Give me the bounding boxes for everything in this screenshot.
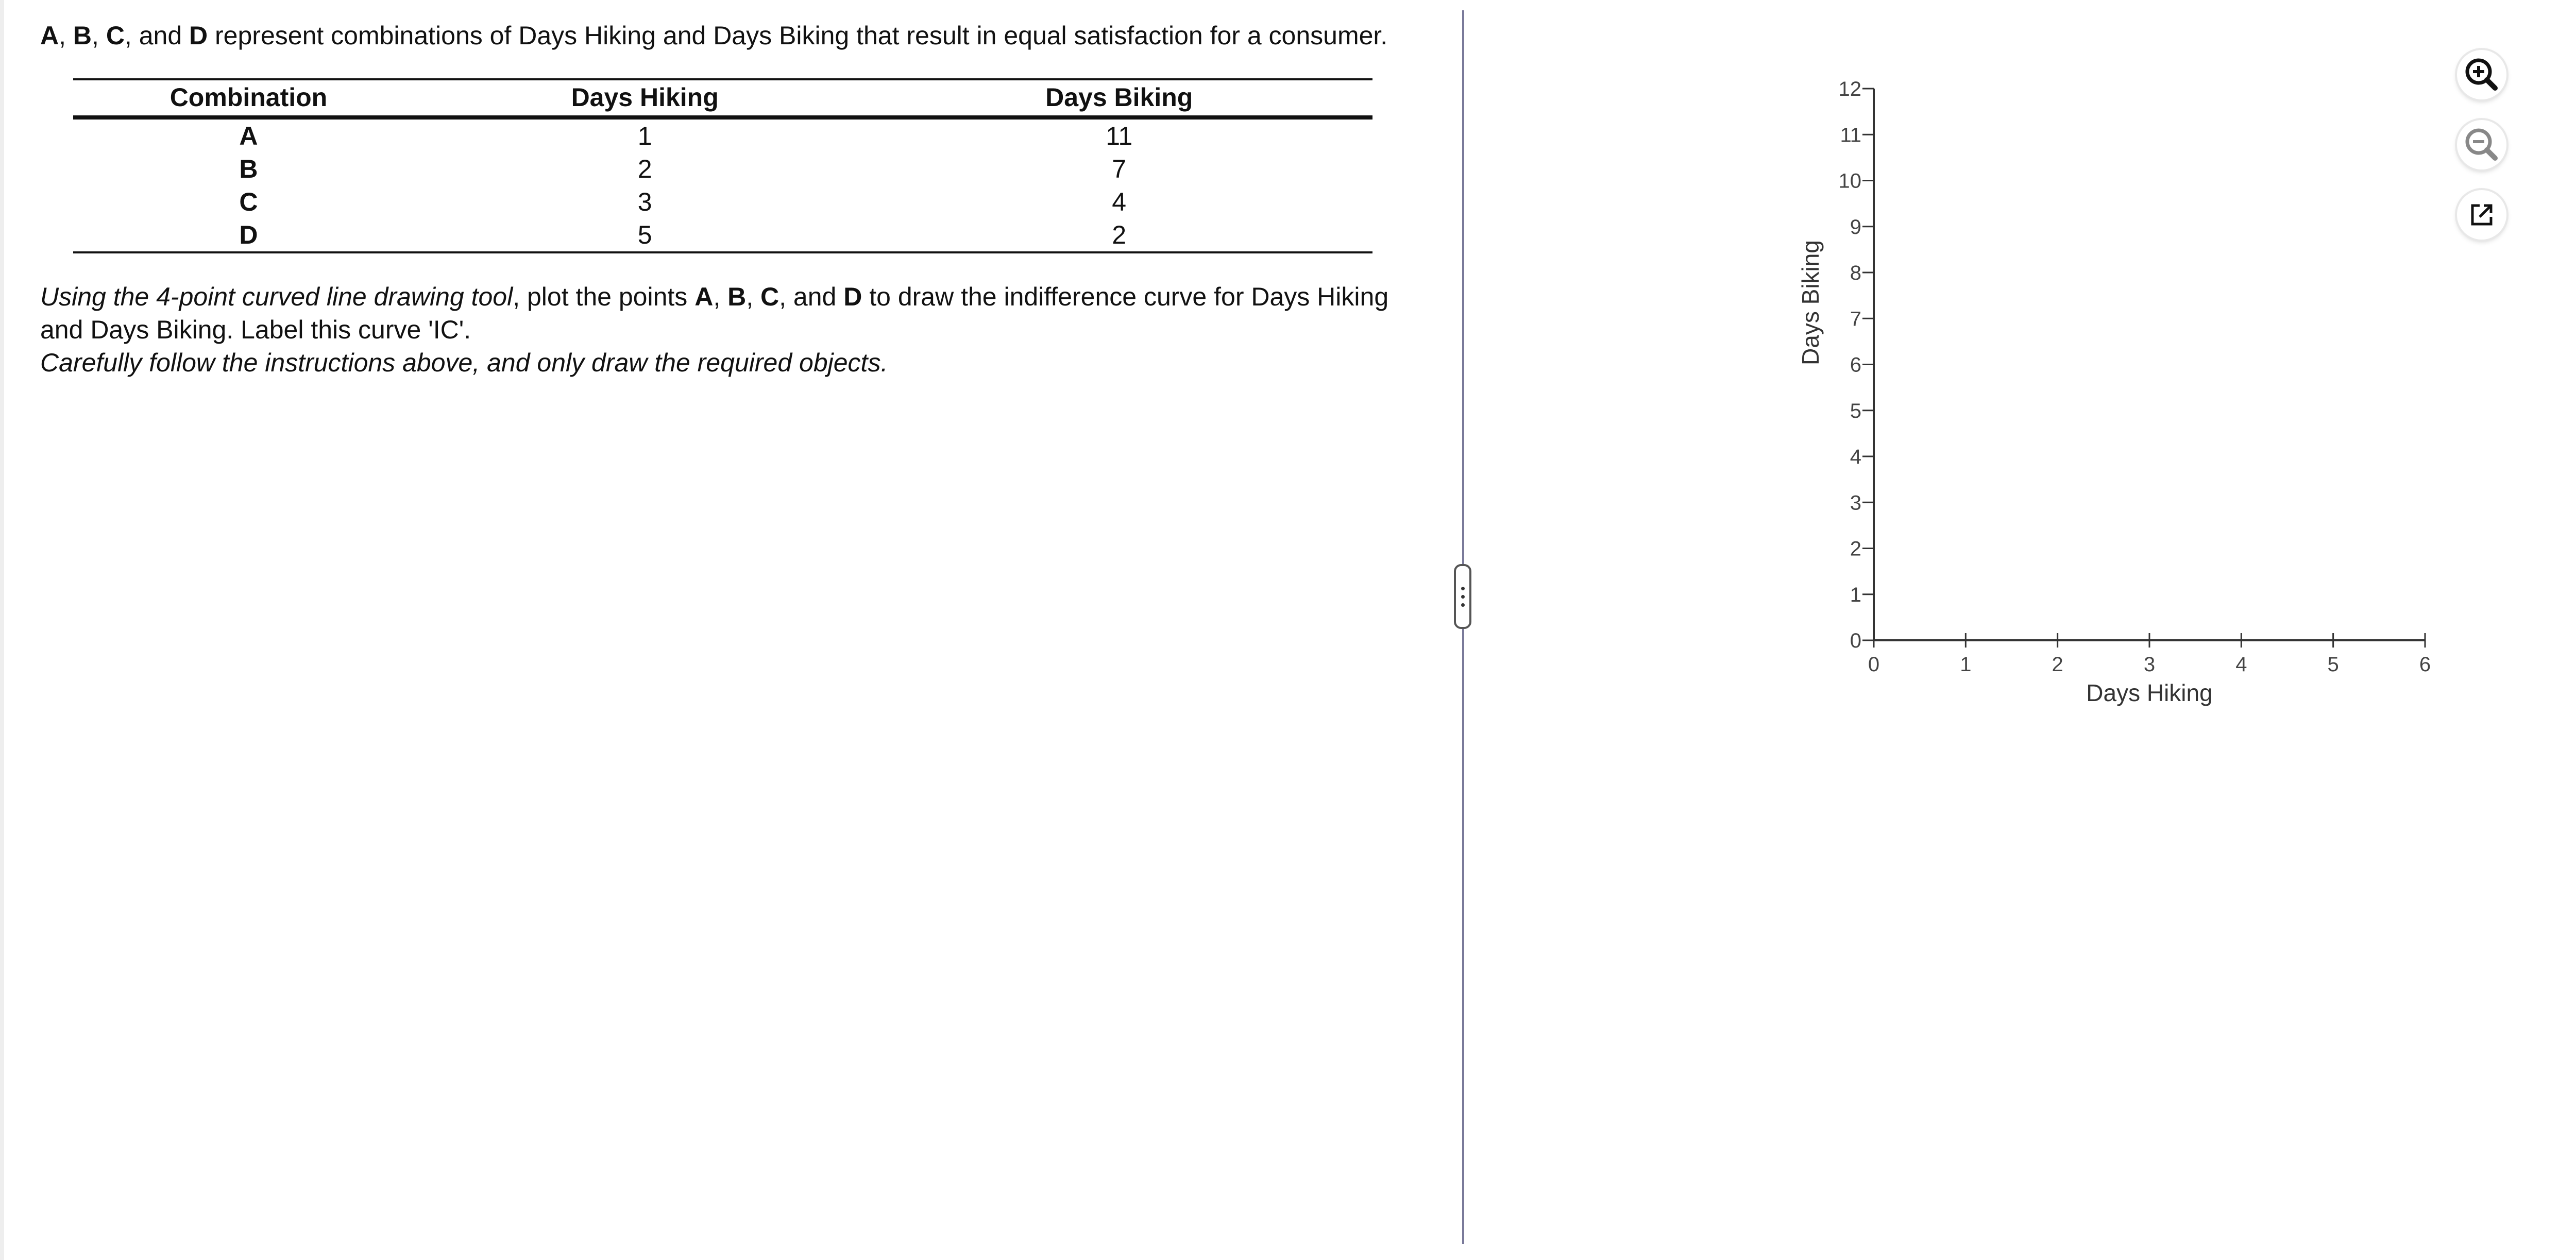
intro-body: represent combinations of Days Hiking and Days Biking that result in equal satisfaction for a consumer. [208, 21, 1388, 50]
x-tick-label: 0 [1868, 653, 1880, 676]
cell-biking: 7 [1112, 155, 1127, 183]
instructions-tail: to draw the indifference curve for Days Hiking and Days Biking. Label this curve 'IC'. [40, 282, 1389, 344]
cell-biking: 4 [1112, 188, 1127, 216]
y-tick-label: 2 [1850, 537, 1861, 560]
cell-biking: 11 [1106, 122, 1133, 150]
letter-a: A [40, 21, 59, 50]
left-edge-bar [0, 0, 4, 1260]
table-row [73, 218, 1372, 252]
x-tick-label: 3 [2143, 653, 2156, 676]
y-tick-label: 3 [1850, 491, 1861, 515]
cell-hiking: 5 [424, 218, 866, 252]
cell-combination: D [73, 218, 424, 252]
header-days-hiking: Days Hiking [424, 79, 866, 117]
x-tick-label: 5 [2327, 653, 2339, 676]
x-tick-label: 4 [2235, 653, 2247, 676]
handle-dot [1461, 587, 1465, 590]
y-tick-label: 10 [1838, 169, 1861, 193]
y-tick-label: 4 [1850, 446, 1861, 468]
letter-c: C [106, 21, 125, 50]
table-header-row [73, 79, 1372, 117]
y-tick-label: 1 [1850, 583, 1861, 606]
cell-combination: A [239, 122, 258, 150]
zoom-out-button[interactable] [2457, 120, 2506, 169]
instr-letter-c: C [760, 282, 779, 311]
letter-d: D [189, 21, 208, 50]
x-tick-label: 6 [2419, 653, 2431, 676]
indifference-chart[interactable] [1783, 0, 2504, 747]
letter-b: B [73, 21, 92, 50]
handle-dot [1461, 603, 1465, 607]
x-tick-label: 2 [2052, 653, 2063, 676]
x-axis-label: Days Hiking [2086, 679, 2213, 706]
table-row [73, 117, 1372, 152]
cell-combination: C [239, 188, 258, 216]
zoom-out-icon [2457, 120, 2506, 169]
popout-button[interactable] [2457, 190, 2506, 240]
instr-letter-d: D [843, 282, 862, 311]
y-tick-label: 0 [1850, 629, 1861, 652]
y-tick-label: 5 [1850, 399, 1861, 422]
y-tick-label: 6 [1850, 353, 1861, 377]
cell-biking: 2 [866, 218, 1372, 252]
y-tick-label: 12 [1838, 78, 1861, 100]
tool-phrase: Using the 4-point curved line drawing tool [40, 282, 513, 311]
handle-dot [1461, 595, 1465, 599]
instr-letter-b: B [727, 282, 747, 311]
graph-area[interactable] [1783, 0, 2504, 747]
table-row [73, 152, 1372, 185]
table-row [73, 185, 1372, 218]
combinations-table [73, 78, 1372, 253]
intro-text: A, B, C, and D represent combinations of Days Hiking and Days Biking that result in equal satisfaction for a consumer. [40, 21, 1388, 50]
y-tick-label: 7 [1850, 308, 1861, 331]
y-tick-label: 8 [1850, 262, 1861, 284]
instr-letter-a: A [694, 282, 714, 311]
y-axis-label: Days Biking [1797, 240, 1824, 365]
header-combination: Combination [73, 79, 424, 117]
x-tick-label: 1 [1960, 653, 1972, 676]
cell-hiking: 1 [637, 122, 652, 150]
cell-hiking: 3 [637, 188, 652, 216]
drag-handle-icon[interactable] [1454, 564, 1471, 629]
y-tick-label: 11 [1840, 124, 1861, 147]
caution-text: Carefully follow the instructions above, and only draw the required objects. [40, 348, 888, 377]
external-link-icon [2457, 190, 2506, 240]
question-pane [40, 19, 1442, 379]
zoom-in-button[interactable] [2457, 50, 2506, 99]
header-days-biking: Days Biking [866, 79, 1372, 117]
cell-combination: B [239, 155, 258, 183]
cell-hiking: 2 [637, 155, 652, 183]
y-tick-label: 9 [1850, 215, 1861, 239]
instructions-text: Using the 4-point curved line drawing tool, plot the points A, B, C, and D to draw the indifference curve for Days Hiking and Days Biking. Label this curve 'IC'. Carefully follow the instructions above, and only draw the required objects. [40, 282, 1389, 377]
zoom-in-icon [2457, 50, 2506, 99]
